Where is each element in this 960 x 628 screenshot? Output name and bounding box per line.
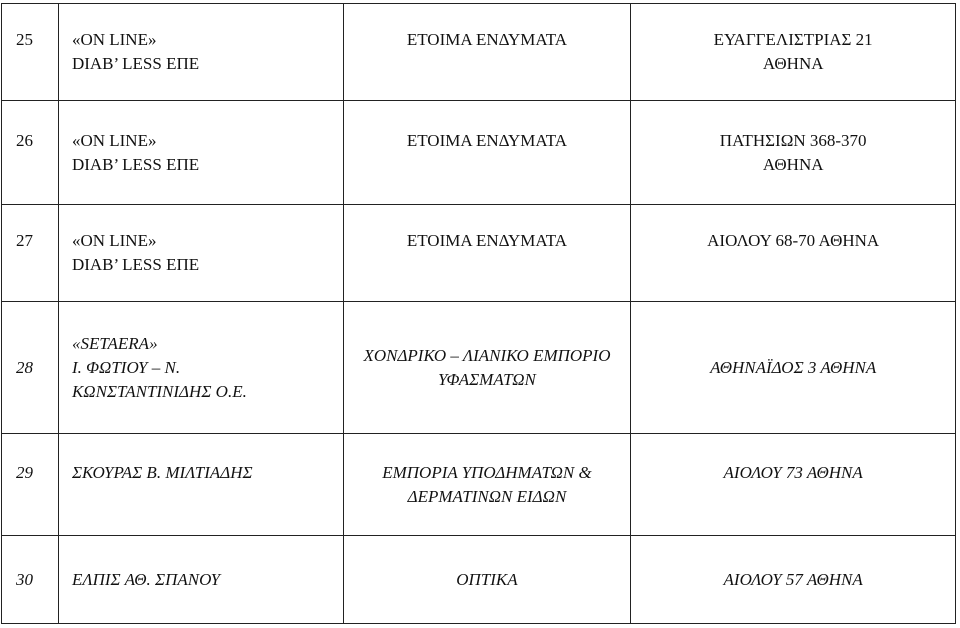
business-activity: ΕΤΟΙΜΑ ΕΝΔΥΜΑΤΑ: [343, 101, 631, 205]
business-activity: ΕΜΠΟΡΙΑ ΥΠΟΔΗΜΑΤΩΝ & ΔΕΡΜΑΤΙΝΩΝ ΕΙΔΩΝ: [343, 434, 631, 536]
business-name: ΣΚΟΥΡΑΣ Β. ΜΙΛΤΙΑΔΗΣ: [58, 434, 343, 536]
business-address: ΠΑΤΗΣΙΩΝ 368-370 ΑΘΗΝΑ: [631, 101, 956, 205]
row-number: 28: [2, 302, 59, 434]
business-activity: ΟΠΤΙΚΑ: [343, 536, 631, 624]
row-number: 30: [2, 536, 59, 624]
business-name: «SETAERA» Ι. ΦΩΤΙΟΥ – Ν. ΚΩΝΣΤΑΝΤΙΝΙΔΗΣ Ο.Ε.: [58, 302, 343, 434]
business-name: «ON LINE» DIAB’ LESS ΕΠΕ: [58, 4, 343, 101]
business-name: ΕΛΠΙΣ ΑΘ. ΣΠΑΝΟΥ: [58, 536, 343, 624]
row-number: 26: [2, 101, 59, 205]
table-row: [2, 434, 956, 536]
row-number: 27: [2, 205, 59, 302]
business-activity: ΕΤΟΙΜΑ ΕΝΔΥΜΑΤΑ: [343, 205, 631, 302]
business-name: «ON LINE» DIAB’ LESS ΕΠΕ: [58, 101, 343, 205]
business-registry-table: [1, 3, 956, 624]
business-address: ΑΙΟΛΟΥ 68-70 ΑΘΗΝΑ: [631, 205, 956, 302]
table-row: [2, 302, 956, 434]
table-row: [2, 205, 956, 302]
business-address: ΑΘΗΝΑΪΔΟΣ 3 ΑΘΗΝΑ: [631, 302, 956, 434]
business-address: ΑΙΟΛΟΥ 57 ΑΘΗΝΑ: [631, 536, 956, 624]
business-address: ΑΙΟΛΟΥ 73 ΑΘΗΝΑ: [631, 434, 956, 536]
table-row: [2, 536, 956, 624]
table-row: [2, 101, 956, 205]
row-number: 29: [2, 434, 59, 536]
business-activity: ΧΟΝΔΡΙΚΟ – ΛΙΑΝΙΚΟ ΕΜΠΟΡΙΟ ΥΦΑΣΜΑΤΩΝ: [343, 302, 631, 434]
business-address: ΕΥΑΓΓΕΛΙΣΤΡΙΑΣ 21 ΑΘΗΝΑ: [631, 4, 956, 101]
table-row: [2, 4, 956, 101]
business-name: «ON LINE» DIAB’ LESS ΕΠΕ: [58, 205, 343, 302]
business-activity: ΕΤΟΙΜΑ ΕΝΔΥΜΑΤΑ: [343, 4, 631, 101]
row-number: 25: [2, 4, 59, 101]
